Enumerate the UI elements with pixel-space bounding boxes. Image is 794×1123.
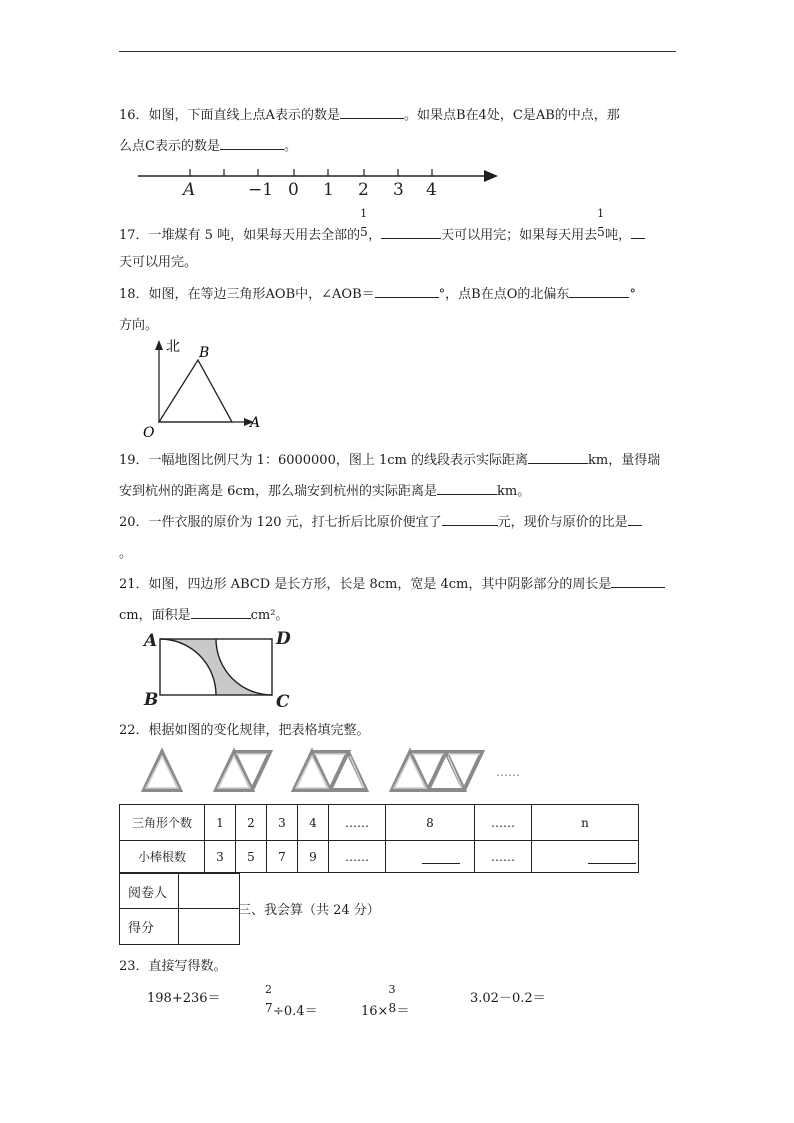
q20-text: 。 — [119, 546, 133, 561]
q20-line2 — [119, 542, 132, 561]
q16-point-b: B — [455, 108, 466, 123]
q18-blank-1[interactable] — [375, 283, 439, 298]
table-cell: 8 — [386, 805, 475, 841]
header-rule — [119, 51, 676, 52]
q18-text: 在点 — [480, 287, 507, 302]
q21-text: 21．如图，四边形 ABCD 是长方形，长是 8cm，宽是 4cm，其中阴影部分的周长是 — [119, 577, 612, 592]
expr-text: 16× — [361, 1004, 389, 1019]
q23-title — [119, 955, 227, 974]
table-answer-cell-n[interactable] — [532, 841, 639, 873]
q18-point-b: B — [471, 287, 481, 302]
number-line-label-2: 2 — [358, 180, 369, 200]
q16-text: 在 — [465, 108, 479, 123]
q21-text: cm，面积是 — [119, 608, 191, 623]
q17-text: 17．一堆煤有 5 吨，如果每天用去全部的 — [119, 228, 361, 243]
table-row-triangles — [120, 805, 639, 841]
section-title-text: 三、我会算（共 24 分） — [238, 903, 380, 918]
table-header-sticks: 小棒根数 — [120, 841, 205, 873]
table-cell: 3 — [267, 805, 298, 841]
equilateral-triangle — [159, 360, 232, 422]
q16-line2 — [119, 135, 297, 154]
q16-blank-1[interactable] — [340, 104, 404, 119]
q18-triangle-figure — [140, 336, 264, 440]
q23-expr-3 — [361, 983, 410, 1019]
expr-text: 198+236＝ — [147, 991, 221, 1006]
q21-rectangle-figure — [140, 627, 300, 713]
vertex-a-label: A — [250, 415, 261, 431]
q20-blank-1[interactable] — [442, 511, 498, 526]
q21-blank-1[interactable] — [611, 573, 665, 588]
north-label: 北 — [166, 339, 180, 355]
table-cell-ellipsis: …… — [329, 841, 386, 873]
q18-triangle-name: AOB — [265, 287, 296, 302]
q16-number: 4 — [478, 108, 487, 123]
q16-point-c: C — [145, 139, 155, 154]
q22-table — [119, 804, 639, 873]
q22-text: 22．根据如图的变化规律，把表格填完整。 — [119, 723, 370, 738]
q17-blank-2[interactable] — [631, 224, 645, 239]
q16-text: 处， — [486, 108, 513, 123]
q18-line1 — [119, 283, 636, 302]
q22-stick-triangles — [140, 744, 540, 800]
table-answer-cell-8[interactable] — [386, 841, 475, 873]
number-line-label-3: 3 — [393, 180, 404, 200]
table-cell: 1 — [205, 805, 236, 841]
score-box — [119, 873, 240, 945]
q21-line2 — [119, 604, 288, 623]
q19-text: 安到杭州的距离是 6cm，那么瑞安到杭州的实际距离是 — [119, 484, 438, 499]
score-label: 得分 — [120, 909, 179, 945]
number-line-ticks — [190, 169, 432, 176]
q20-text: 20．一件衣服的原价为 120 元，打七折后比原价便宜了 — [119, 515, 442, 530]
q22-ellipsis: …… — [496, 765, 520, 779]
q19-blank-1[interactable] — [528, 449, 588, 464]
q18-text: °，点 — [438, 287, 472, 302]
q21-text: cm²。 — [250, 608, 289, 623]
q23-fraction-3-8: 3 8 — [388, 983, 397, 1015]
q22-title — [119, 719, 370, 738]
q21-blank-2[interactable] — [191, 604, 251, 619]
table-header-triangles: 三角形个数 — [120, 805, 205, 841]
q17-text: 天可以用完。 — [119, 255, 198, 270]
expr-text: ＝ — [396, 1004, 410, 1019]
q18-text: 18．如图，在等边三角形 — [119, 287, 266, 302]
q16-text: 么点 — [119, 139, 146, 154]
q16-line1 — [119, 104, 620, 123]
q16-number-line — [138, 162, 502, 202]
q20-text: 元，现价与原价的比是 — [497, 515, 628, 530]
q16-text: 。 — [283, 139, 297, 154]
table-row-sticks — [120, 841, 639, 873]
q19-text: km，量得瑞 — [588, 453, 661, 468]
q19-text: 19．一幅地图比例尺为 1：6000000，图上 1cm 的线段表示实际距离 — [119, 453, 528, 468]
score-field[interactable] — [179, 909, 240, 945]
answer-blank[interactable] — [422, 847, 460, 864]
q16-text: 16．如图，下面直线上点 — [119, 108, 266, 123]
q18-line2 — [119, 314, 158, 333]
q17-line1 — [119, 207, 645, 243]
number-line-label-neg1: −1 — [248, 180, 274, 200]
q18-blank-2[interactable] — [569, 283, 629, 298]
table-cell: 7 — [267, 841, 298, 873]
table-cell-ellipsis: …… — [329, 805, 386, 841]
q20-line1 — [119, 511, 642, 530]
q23-expr-4 — [470, 987, 546, 1006]
vertex-o-label: O — [143, 425, 155, 440]
q21-line1 — [119, 573, 665, 592]
q17-text: ， — [368, 228, 382, 243]
table-cell: 2 — [236, 805, 267, 841]
vertex-b-label: B — [199, 345, 210, 361]
q16-point-a: A — [265, 108, 275, 123]
q18-text: 中，∠AOB＝ — [295, 287, 375, 302]
triangle-group-2 — [216, 752, 270, 790]
table-cell: 3 — [205, 841, 236, 873]
q16-segment: AB — [535, 108, 555, 123]
q16-text: 。如果点 — [403, 108, 456, 123]
number-line-label-4: 4 — [426, 180, 437, 200]
table-cell: 4 — [298, 805, 329, 841]
q20-blank-2[interactable] — [628, 511, 642, 526]
q23-expr-1 — [147, 987, 221, 1006]
q17-fraction-1: 1 5 — [360, 207, 368, 239]
q23-text: 23．直接写得数。 — [119, 959, 227, 974]
q19-line1 — [119, 449, 660, 468]
q17-blank-1[interactable] — [381, 224, 441, 239]
number-line-label-0: 0 — [288, 180, 299, 200]
q16-point-c: C — [512, 108, 523, 123]
vertex-b-label: B — [144, 690, 159, 710]
q16-text: 的中点，那 — [554, 108, 620, 123]
q16-text: 表示的数是 — [154, 139, 220, 154]
table-cell: n — [532, 805, 639, 841]
number-line-label-a: A — [183, 180, 196, 200]
table-cell: 9 — [298, 841, 329, 873]
table-cell: 5 — [236, 841, 267, 873]
q18-point-o: O — [506, 287, 518, 302]
expr-text: 3.02－0.2＝ — [470, 991, 546, 1006]
table-cell-ellipsis: …… — [475, 805, 532, 841]
table-cell-ellipsis: …… — [475, 841, 532, 873]
q19-line2 — [119, 480, 530, 499]
q17-line2 — [119, 251, 197, 270]
vertex-a-label: A — [144, 631, 158, 651]
number-line-arrow-icon — [484, 170, 498, 182]
q18-text: ° — [629, 287, 636, 302]
vertex-c-label: C — [276, 692, 290, 712]
q18-text: 的北偏东 — [517, 287, 570, 302]
q16-blank-2[interactable] — [220, 135, 284, 150]
q19-text: km。 — [497, 484, 531, 499]
section-3-title — [238, 899, 380, 918]
q18-text: 方向。 — [119, 318, 159, 333]
triangle-group-1 — [144, 752, 180, 790]
q17-fraction-2: 1 5 — [597, 207, 605, 239]
expr-text: ÷0.4＝ — [273, 1004, 318, 1019]
reviewer-field[interactable] — [179, 874, 240, 909]
triangle-group-4 — [392, 752, 482, 790]
north-arrow-icon — [155, 340, 163, 350]
number-line-label-1: 1 — [323, 180, 334, 200]
q17-text: 吨， — [605, 228, 632, 243]
q23-expr-2 — [265, 983, 318, 1019]
q23-fraction-2-7: 2 7 — [265, 983, 273, 1015]
q16-text: 是 — [522, 108, 536, 123]
answer-blank[interactable] — [588, 847, 636, 864]
reviewer-label: 阅卷人 — [120, 874, 179, 909]
vertex-d-label: D — [276, 629, 291, 649]
q17-text: 天可以用完；如果每天用去 — [441, 228, 598, 243]
q19-blank-2[interactable] — [437, 480, 497, 495]
q16-text: 表示的数是 — [274, 108, 340, 123]
